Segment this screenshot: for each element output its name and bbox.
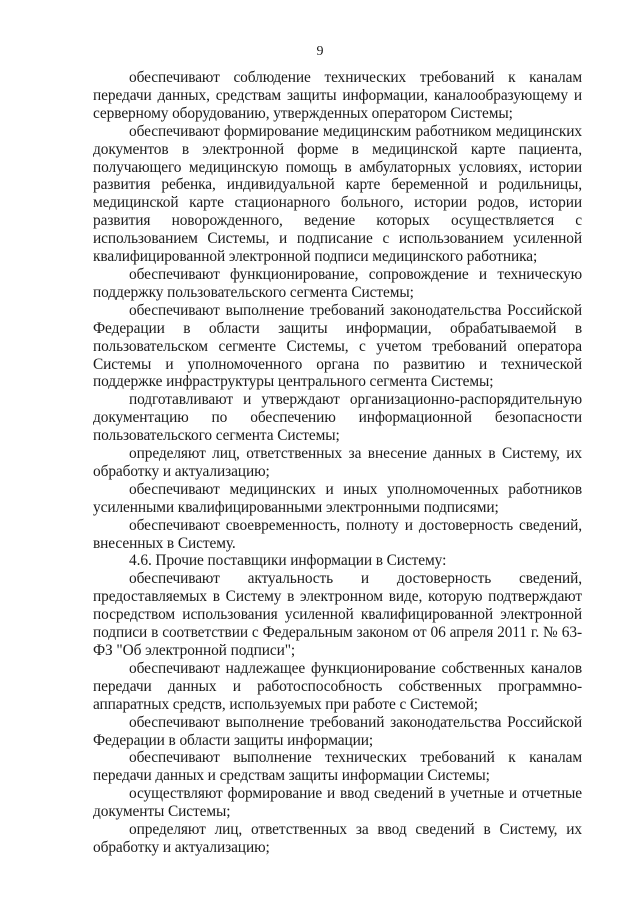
paragraph: обеспечивают своевременность, полноту и достоверность сведений, внесенных в Систему.	[93, 516, 582, 552]
paragraph: обеспечивают актуальность и достоверность сведений, предоставляемых в Систему в электронном виде, которую подтверждают посредством использования усиленной квалифицированной электронной подписи в соответствии с Федеральным законом от 06 апреля 2011 г. № 63-ФЗ "Об электронной подписи";	[93, 570, 582, 659]
paragraph: подготавливают и утверждают организационно-распорядительную документацию по обеспечению информационной безопасности пользовательского сегмента Системы;	[93, 391, 582, 445]
paragraph: обеспечивают медицинских и иных уполномоченных работников усиленными квалифицированными электронными подписями;	[93, 480, 582, 516]
document-body	[93, 69, 582, 857]
paragraph: определяют лиц, ответственных за внесение данных в Систему, их обработку и актуализацию;	[93, 445, 582, 480]
paragraph: обеспечивают формирование медицинским работником медицинских документов в электронной форме в медицинской карте пациента, получающего медицинскую помощь в амбулаторных условиях, истории развития ребенка, индивидуальной карте беременной и родильницы, медицинской карте стационарного больного, истории родов, истории развития новорожденного, ведение которых осуществляется с использованием Системы, и подписание с использованием усиленной квалифицированной электронной подписи медицинского работника;	[93, 122, 582, 266]
section-heading: 4.6. Прочие поставщики информации в Систему:	[129, 552, 447, 570]
paragraph: обеспечивают надлежащее функционирование собственных каналов передачи данных и работоспособность собственных программно-аппаратных средств, используемых при работе с Системой;	[93, 659, 582, 713]
paragraph: обеспечивают соблюдение технических требований к каналам передачи данных, средствам защиты информации, каналообразующему и серверному оборудованию, утвержденных оператором Системы;	[93, 69, 582, 122]
page-number: 9	[316, 44, 324, 59]
paragraph: определяют лиц, ответственных за ввод сведений в Систему, их обработку и актуализацию;	[93, 821, 582, 856]
paragraph: осуществляют формирование и ввод сведений в учетные и отчетные документы Системы;	[93, 785, 582, 821]
paragraph: обеспечивают выполнение технических требований к каналам передачи данных и средствам защиты информации Системы;	[93, 749, 582, 785]
paragraph: обеспечивают выполнение требований законодательства Российской Федерации в области защиты информации, обрабатываемой в пользовательском сегменте Системы, с учетом требований оператора Системы и уполномоченного органа по развитию и технической поддержке инфраструктуры центрального сегмента Системы;	[93, 301, 582, 391]
paragraph: обеспечивают выполнение требований законодательства Российской Федерации в области защиты информации;	[93, 713, 582, 749]
paragraph: обеспечивают функционирование, сопровождение и техническую поддержку пользовательского сегмента Системы;	[93, 265, 582, 301]
